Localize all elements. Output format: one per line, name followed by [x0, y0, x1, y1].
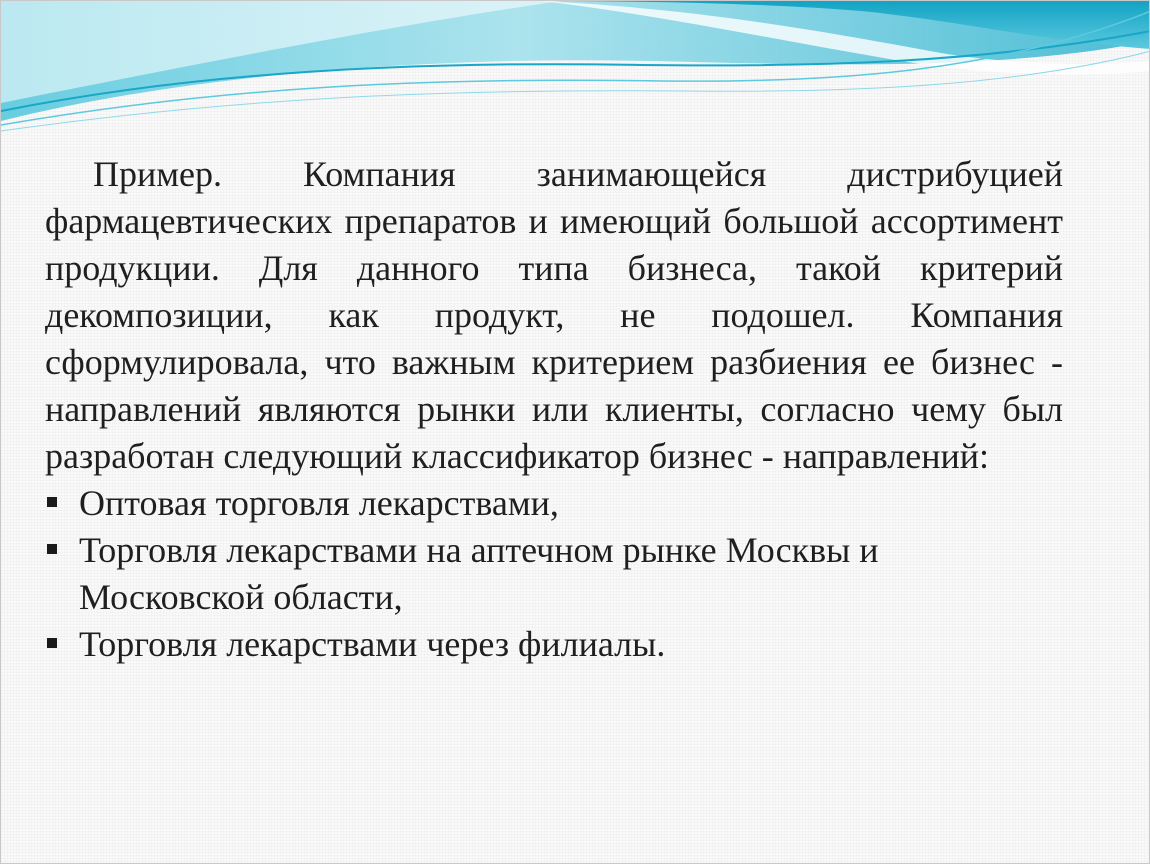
list-item: [45, 480, 1063, 527]
square-bullet-icon: [47, 638, 57, 648]
square-bullet-icon: [47, 497, 57, 507]
list-item: [45, 621, 1063, 668]
list-item: [45, 527, 1063, 621]
slide-body: [45, 151, 1063, 668]
header-wave-decoration: [1, 1, 1150, 141]
list-item-text: Торговля лекарствами через филиалы.: [79, 624, 666, 664]
list-item-text: Оптовая торговля лекарствами,: [79, 483, 559, 523]
bullet-list: [45, 480, 1063, 668]
main-paragraph: Пример. Компания занимающейся дистрибуцией фармацевтических препаратов и имеющий большой ассортимент продукции. Для данного типа бизнеса, такой критерий декомпозиции, как продукт, не подошел. Компания сформулировала, что важным критерием разбиения ее бизнес - направлений являются рынки или клиенты, согласно чему был разработан следующий классификатор бизнес - направлений:: [45, 154, 1063, 476]
square-bullet-icon: [47, 544, 57, 554]
list-item-text: Торговля лекарствами на аптечном рынке Москвы и Московской области,: [79, 530, 879, 617]
